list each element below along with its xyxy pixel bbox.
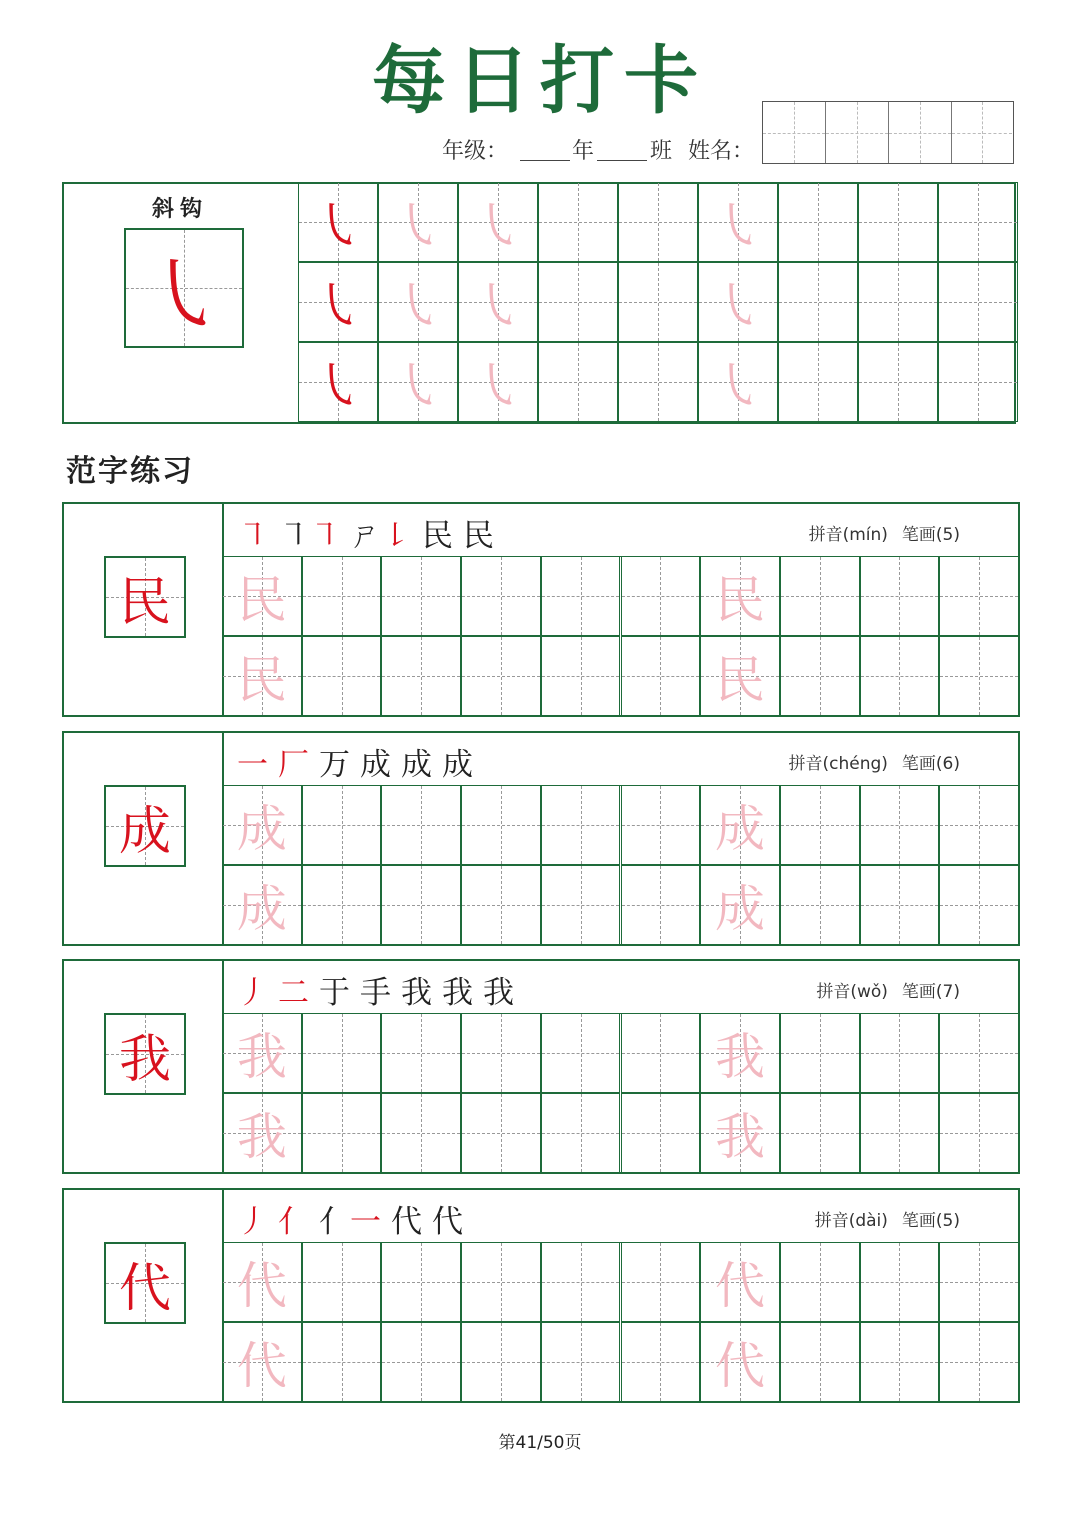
practice-cell[interactable] — [939, 556, 1019, 636]
trace-glyph: 代 — [715, 1337, 766, 1395]
stroke-step — [432, 1196, 463, 1241]
practice-cell[interactable] — [780, 865, 860, 945]
stroke-step — [278, 510, 340, 555]
stroke-practice-cell[interactable] — [938, 182, 1018, 262]
practice-cell[interactable] — [461, 556, 541, 636]
practice-cell[interactable] — [381, 865, 461, 945]
model-character: 成 — [118, 801, 171, 862]
stroke-order — [237, 739, 483, 784]
practice-cell[interactable] — [700, 1322, 780, 1402]
stroke-count-label: 笔画(5) — [901, 525, 960, 545]
practice-cell[interactable] — [700, 1242, 780, 1322]
trace-glyph: 民 — [236, 571, 287, 629]
practice-cell[interactable] — [780, 636, 860, 716]
stroke-step — [442, 967, 473, 1012]
practice-cell[interactable] — [860, 865, 940, 945]
stroke-step — [237, 510, 268, 555]
practice-cell[interactable] — [860, 1322, 940, 1402]
practice-cell[interactable] — [461, 1093, 541, 1173]
stroke-step-base: ㄕ — [350, 518, 381, 554]
practice-cell[interactable] — [302, 1242, 382, 1322]
stroke-step-new: 厂 — [278, 747, 309, 783]
practice-cell[interactable] — [541, 1093, 621, 1173]
practice-cell[interactable] — [541, 785, 621, 865]
stroke-step — [360, 739, 391, 784]
practice-cell[interactable] — [541, 865, 621, 945]
stroke-practice-cell[interactable] — [618, 262, 698, 342]
stroke-step — [350, 510, 412, 555]
practice-cell[interactable] — [222, 865, 302, 945]
practice-cell[interactable] — [700, 636, 780, 716]
practice-cell[interactable] — [780, 556, 860, 636]
trace-glyph: ㇂ — [313, 197, 363, 255]
stroke-practice-cell[interactable] — [778, 342, 858, 422]
trace-glyph: 成 — [715, 880, 766, 938]
stroke-order — [237, 1196, 473, 1241]
trace-glyph: ㇂ — [473, 357, 523, 415]
practice-cell[interactable] — [780, 1242, 860, 1322]
practice-cell[interactable] — [461, 1242, 541, 1322]
class-label: 班 — [650, 139, 673, 164]
stroke-practice-cell[interactable] — [698, 182, 778, 262]
practice-cell[interactable] — [700, 556, 780, 636]
practice-cell[interactable] — [700, 785, 780, 865]
stroke-model-glyph: ㇂ — [144, 248, 224, 342]
stroke-practice-cell[interactable] — [458, 342, 538, 422]
trace-glyph: 我 — [715, 1108, 766, 1166]
trace-glyph: ㇂ — [713, 277, 763, 335]
practice-cell[interactable] — [860, 1242, 940, 1322]
practice-cell[interactable] — [222, 1242, 302, 1322]
practice-cell[interactable] — [939, 636, 1019, 716]
character-meta — [801, 1206, 960, 1231]
practice-cell[interactable] — [939, 785, 1019, 865]
practice-cell[interactable] — [461, 785, 541, 865]
stroke-practice-cell[interactable] — [938, 342, 1018, 422]
trace-glyph: ㇂ — [713, 197, 763, 255]
stroke-step-base: 成 — [442, 747, 473, 783]
model-character: 民 — [118, 572, 171, 633]
practice-cell[interactable] — [860, 636, 940, 716]
stroke-practice-cell[interactable] — [858, 182, 938, 262]
practice-cell[interactable] — [621, 1242, 701, 1322]
practice-cell[interactable] — [302, 556, 382, 636]
practice-cell[interactable] — [381, 556, 461, 636]
stroke-order-row — [223, 961, 1020, 1014]
pinyin-label: 拼音(dài) — [814, 1211, 888, 1231]
stroke-practice-cell[interactable] — [458, 182, 538, 262]
practice-cell[interactable] — [381, 1093, 461, 1173]
stroke-step-base: 我 — [483, 975, 514, 1011]
stroke-step-new: ㇙ — [381, 518, 412, 554]
stroke-step — [442, 739, 473, 784]
stroke-count-label: 笔画(6) — [901, 754, 960, 774]
grade-label: 年级： — [442, 139, 509, 164]
stroke-practice-cell[interactable] — [298, 342, 378, 422]
model-character-box — [104, 1013, 186, 1095]
name-grid[interactable] — [762, 101, 1014, 164]
trace-glyph: 代 — [715, 1257, 766, 1315]
stroke-practice-panel — [62, 182, 1016, 424]
character-meta — [795, 520, 960, 545]
practice-cell[interactable] — [461, 1322, 541, 1402]
stroke-practice-cell[interactable] — [538, 342, 618, 422]
model-character: 我 — [118, 1029, 171, 1090]
practice-cell[interactable] — [939, 865, 1019, 945]
practice-cell[interactable] — [302, 865, 382, 945]
stroke-step-base: 代 — [432, 1204, 463, 1240]
model-character: 代 — [118, 1258, 171, 1319]
name-cell[interactable] — [826, 102, 889, 163]
stroke-order-row — [223, 1190, 1020, 1243]
stroke-step-base: 民 — [422, 518, 453, 554]
practice-cell[interactable] — [780, 785, 860, 865]
practice-cell[interactable] — [621, 636, 701, 716]
stroke-step-new: 丿 — [237, 975, 268, 1011]
page-title: 每日打卡 — [372, 38, 708, 124]
trace-glyph: 民 — [236, 651, 287, 709]
practice-cell[interactable] — [541, 556, 621, 636]
trace-glyph: 我 — [715, 1028, 766, 1086]
trace-glyph: 代 — [236, 1337, 287, 1395]
stroke-step-base: 代 — [391, 1204, 422, 1240]
stroke-practice-cell[interactable] — [538, 182, 618, 262]
practice-cell[interactable] — [621, 865, 701, 945]
pinyin-label: 拼音(chéng) — [788, 754, 888, 774]
trace-glyph: ㇂ — [473, 277, 523, 335]
trace-glyph: ㇂ — [313, 357, 363, 415]
stroke-step-new: ㇕ — [309, 518, 340, 554]
practice-cell[interactable] — [780, 1013, 860, 1093]
stroke-step — [401, 967, 432, 1012]
stroke-step-base: 万 — [319, 747, 350, 783]
stroke-order — [237, 967, 524, 1012]
character-panel — [62, 502, 1020, 717]
name-label: 姓名： — [688, 139, 755, 164]
stroke-step — [319, 1196, 381, 1241]
stroke-practice-cell[interactable] — [698, 342, 778, 422]
pinyin-label: 拼音(mín) — [808, 525, 888, 545]
stroke-practice-cell[interactable] — [538, 262, 618, 342]
practice-cell[interactable] — [461, 865, 541, 945]
stroke-practice-cell[interactable] — [698, 262, 778, 342]
trace-glyph: 成 — [236, 880, 287, 938]
trace-glyph: ㇂ — [713, 357, 763, 415]
practice-cell[interactable] — [541, 636, 621, 716]
practice-cell[interactable] — [780, 1093, 860, 1173]
practice-cell[interactable] — [780, 1322, 860, 1402]
stroke-step — [422, 510, 453, 555]
stroke-step — [237, 967, 268, 1012]
grade-blank[interactable] — [520, 160, 570, 161]
stroke-practice-cell[interactable] — [858, 262, 938, 342]
stroke-step-base: ㇕ — [278, 518, 309, 554]
trace-glyph: 代 — [236, 1257, 287, 1315]
practice-cell[interactable] — [621, 785, 701, 865]
character-meta — [802, 977, 960, 1002]
name-cell[interactable] — [889, 102, 952, 163]
practice-cell[interactable] — [860, 1013, 940, 1093]
name-cell[interactable] — [952, 102, 1012, 163]
practice-cell[interactable] — [860, 785, 940, 865]
trace-glyph: 我 — [236, 1108, 287, 1166]
practice-cell[interactable] — [381, 1242, 461, 1322]
model-character-box — [104, 785, 186, 867]
pinyin-label: 拼音(wǒ) — [816, 982, 888, 1002]
trace-glyph: 成 — [236, 800, 287, 858]
stroke-step-new: 二 — [278, 975, 309, 1011]
stroke-step — [237, 1196, 268, 1241]
stroke-step-base: 我 — [401, 975, 432, 1011]
practice-cell[interactable] — [381, 785, 461, 865]
trace-glyph: ㇂ — [393, 277, 443, 335]
practice-cell[interactable] — [222, 1013, 302, 1093]
practice-cell[interactable] — [541, 1242, 621, 1322]
stroke-step-base: 成 — [401, 747, 432, 783]
stroke-practice-cell[interactable] — [378, 262, 458, 342]
stroke-practice-cell[interactable] — [778, 262, 858, 342]
stroke-step-base: 民 — [463, 518, 494, 554]
stroke-step — [319, 739, 350, 784]
practice-cell[interactable] — [700, 1013, 780, 1093]
stroke-step — [278, 739, 309, 784]
trace-glyph: ㇂ — [393, 357, 443, 415]
practice-cell[interactable] — [860, 556, 940, 636]
practice-cell[interactable] — [222, 556, 302, 636]
practice-cell[interactable] — [541, 1322, 621, 1402]
stroke-step — [319, 967, 350, 1012]
page-number: 第41/50页 — [498, 1433, 582, 1453]
stroke-order-row — [223, 504, 1020, 557]
stroke-step-base: 于 — [319, 975, 350, 1011]
character-panel — [62, 731, 1020, 946]
practice-cell[interactable] — [621, 1093, 701, 1173]
stroke-practice-cell[interactable] — [858, 342, 938, 422]
character-meta — [774, 749, 960, 774]
stroke-practice-cell[interactable] — [458, 262, 538, 342]
practice-cell[interactable] — [541, 1013, 621, 1093]
practice-cell[interactable] — [302, 636, 382, 716]
stroke-practice-cell[interactable] — [298, 182, 378, 262]
stroke-step — [237, 739, 268, 784]
trace-glyph: 我 — [236, 1028, 287, 1086]
stroke-step-new: ㇕ — [237, 518, 268, 554]
trace-glyph: ㇂ — [393, 197, 443, 255]
stroke-count-label: 笔画(7) — [901, 982, 960, 1002]
stroke-practice-cell[interactable] — [298, 262, 378, 342]
trace-glyph: ㇂ — [313, 277, 363, 335]
practice-cell[interactable] — [939, 1093, 1019, 1173]
practice-cell[interactable] — [461, 1013, 541, 1093]
trace-glyph: 民 — [715, 651, 766, 709]
practice-cell[interactable] — [381, 636, 461, 716]
trace-glyph: 民 — [715, 571, 766, 629]
practice-cell[interactable] — [222, 785, 302, 865]
character-panel — [62, 959, 1020, 1174]
practice-cell[interactable] — [939, 1013, 1019, 1093]
stroke-step-new: 丿 — [237, 1204, 268, 1240]
model-character-box — [104, 556, 186, 638]
stroke-step — [463, 510, 494, 555]
stroke-practice-cell[interactable] — [618, 182, 698, 262]
stroke-order — [237, 510, 504, 555]
class-blank[interactable] — [597, 160, 647, 161]
practice-cell[interactable] — [621, 556, 701, 636]
stroke-practice-cell[interactable] — [938, 262, 1018, 342]
practice-cell[interactable] — [461, 636, 541, 716]
stroke-step-base: 成 — [360, 747, 391, 783]
practice-cell[interactable] — [302, 785, 382, 865]
stroke-step — [483, 967, 514, 1012]
stroke-order-row — [223, 733, 1020, 786]
stroke-step-new: 一 — [350, 1204, 381, 1240]
character-panel — [62, 1188, 1020, 1403]
practice-cell[interactable] — [621, 1013, 701, 1093]
year-label: 年 — [572, 139, 595, 164]
stroke-practice-cell[interactable] — [778, 182, 858, 262]
practice-cell[interactable] — [621, 1322, 701, 1402]
practice-cell[interactable] — [302, 1322, 382, 1402]
practice-cell[interactable] — [222, 1093, 302, 1173]
practice-cell[interactable] — [381, 1013, 461, 1093]
stroke-count-label: 笔画(5) — [901, 1211, 960, 1231]
stroke-step-base: 亻 — [319, 1204, 350, 1240]
practice-cell[interactable] — [700, 1093, 780, 1173]
trace-glyph: 成 — [715, 800, 766, 858]
practice-cell[interactable] — [700, 865, 780, 945]
practice-cell[interactable] — [939, 1322, 1019, 1402]
stroke-model-box — [124, 228, 244, 348]
practice-cell[interactable] — [939, 1242, 1019, 1322]
stroke-step-base: 我 — [442, 975, 473, 1011]
stroke-step — [278, 967, 309, 1012]
stroke-step — [401, 739, 432, 784]
stroke-step — [360, 967, 391, 1012]
section-title: 范字练习 — [66, 454, 194, 489]
stroke-practice-cell[interactable] — [618, 342, 698, 422]
practice-cell[interactable] — [860, 1093, 940, 1173]
practice-cell[interactable] — [381, 1322, 461, 1402]
practice-cell[interactable] — [302, 1093, 382, 1173]
stroke-step-base: 手 — [360, 975, 391, 1011]
trace-glyph: ㇂ — [473, 197, 523, 255]
practice-cell[interactable] — [302, 1013, 382, 1093]
model-character-box — [104, 1242, 186, 1324]
stroke-step-new: 亻 — [278, 1204, 309, 1240]
stroke-name: 斜钩 — [152, 197, 209, 222]
stroke-step — [278, 1196, 309, 1241]
stroke-step — [391, 1196, 422, 1241]
practice-cell[interactable] — [222, 636, 302, 716]
stroke-practice-cell[interactable] — [378, 342, 458, 422]
stroke-step-new: 一 — [237, 747, 268, 783]
name-cell[interactable] — [763, 102, 826, 163]
stroke-practice-cell[interactable] — [378, 182, 458, 262]
practice-cell[interactable] — [222, 1322, 302, 1402]
